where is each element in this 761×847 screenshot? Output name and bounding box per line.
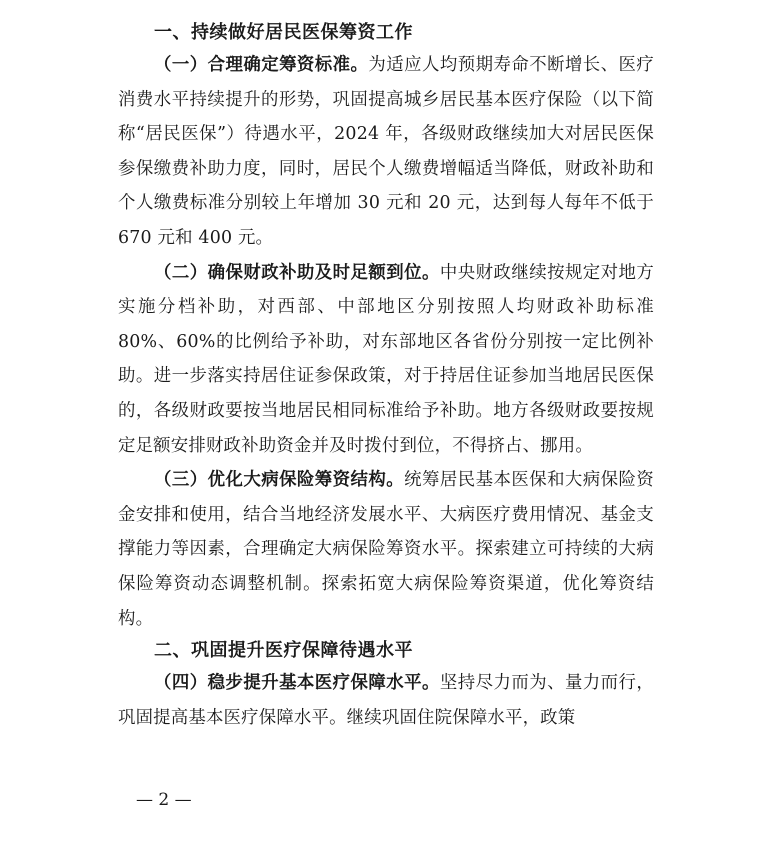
paragraph-2: [118, 256, 654, 464]
page-number: — 2 —: [136, 790, 192, 810]
paragraph-1-body: 为适应人均预期寿命不断增长、医疗消费水平持续提升的形势，巩固提高城乡居民基本医疗保险（以下简称“居民医保”）待遇水平，2024 年，各级财政继续加大对居民医保参保缴费补助力度，同时，居民个人缴费增幅适当降低，财政补助和个人缴费标准分别较上年增加 30 元和 20 元，达到每人每年不低于 670 元和 400 元。: [118, 55, 654, 248]
paragraph-3-lead: （三）优化大病保险筹资结构。: [154, 470, 405, 491]
document-page: [118, 18, 654, 735]
section-heading-1: 一、持续做好居民医保筹资工作: [154, 22, 413, 43]
section-heading-2: 二、巩固提升医疗保障待遇水平: [154, 640, 413, 662]
paragraph-4-lead: （四）稳步提升基本医疗保障水平。: [154, 673, 440, 694]
paragraph-4-body: 坚持尽力而为、量力而行，巩固提高基本医疗保障水平。继续巩固住院保障水平，政策: [118, 673, 655, 728]
paragraph-3-body: 统筹居民基本医保和大病保险资金安排和使用，结合当地经济发展水平、大病医疗费用情况、基金支撑能力等因素，合理确定大病保险筹资水平。探索建立可持续的大病保险筹资动态调整机制。探索拓宽大病保险筹资渠道，优化筹资结构。: [118, 470, 654, 629]
paragraph-3: [118, 463, 654, 636]
paragraph-4: [118, 666, 654, 735]
paragraph-1-lead: （一）合理确定筹资标准。: [154, 55, 369, 75]
paragraph-2-lead: （二）确保财政补助及时足额到位。: [154, 262, 440, 283]
paragraph-1: [118, 48, 654, 256]
paragraph-2-body: 中央财政继续按规定对地方实施分档补助，对西部、中部地区分别按照人均财政补助标准 80%、60%的比例给予补助，对东部地区各省份分别按一定比例补助。进一步落实持居住证参保政策，对于持居住证参加当地居民医保的，各级财政要按当地居民相同标准给予补助。地方各级财政要按规定足额安排财政补助资金并及时拨付到位，不得挤占、挪用。: [118, 262, 655, 456]
